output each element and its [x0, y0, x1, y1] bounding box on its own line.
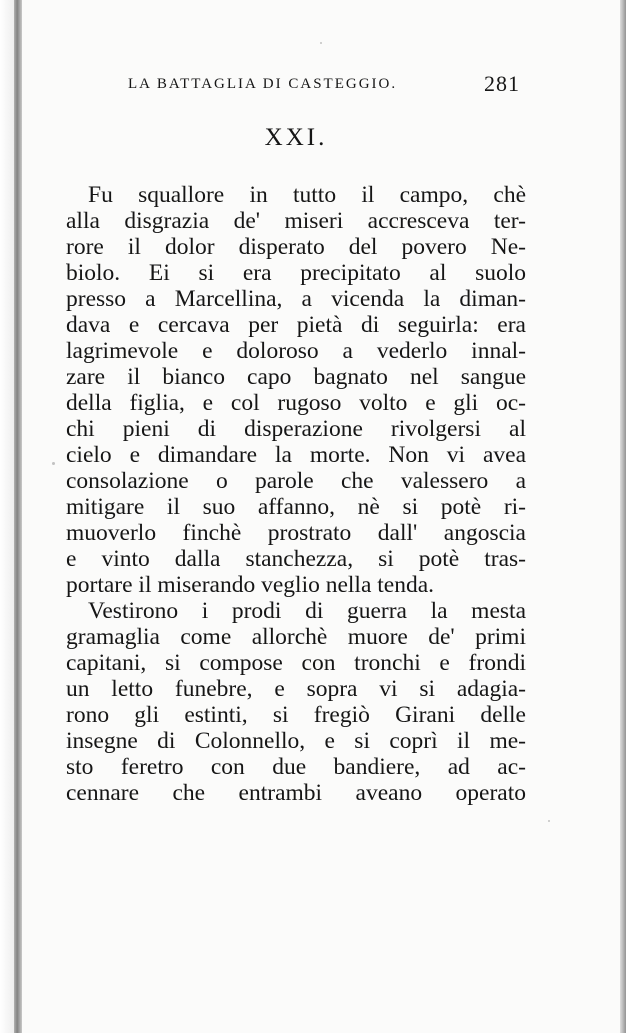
paper-speck	[52, 462, 55, 465]
text-line: della figlia, e col rugoso volto e gli oc-	[66, 390, 526, 416]
text-line: sto feretro con due bandiere, ad ac-	[66, 754, 526, 780]
text-line: rore il dolor disperato del povero Ne-	[66, 234, 526, 260]
text-line: biolo. Ei si era precipitato al suolo	[66, 260, 526, 286]
text-line: un letto funebre, e sopra vi si adagia-	[66, 676, 526, 702]
page-gutter-shadow	[0, 0, 14, 1033]
page-right-edge	[620, 0, 626, 1033]
text-line: portare il miserando veglio nella tenda.	[66, 572, 435, 598]
running-head	[128, 71, 528, 100]
text-line: mitigare il suo affanno, nè si potè ri-	[66, 494, 526, 520]
page-gutter-edge	[14, 0, 22, 1033]
text-line: e vinto dalla stanchezza, si potè tras-	[66, 546, 526, 572]
text-line: Fu squallore in tutto il campo, chè	[88, 182, 526, 208]
body-text	[66, 182, 526, 806]
text-line: dava e cercava per pietà di seguirla: era	[66, 312, 526, 338]
text-line: capitani, si compose con tronchi e frondi	[66, 650, 526, 676]
text-line: cielo e dimandare la morte. Non vi avea	[66, 442, 526, 468]
text-line: rono gli estinti, si fregiò Girani delle	[66, 702, 526, 728]
text-line: alla disgrazia de' miseri accresceva ter-	[66, 208, 526, 234]
paper-speck	[320, 42, 322, 44]
page-number: 281	[484, 71, 520, 96]
text-line: muoverlo finchè prostrato dall' angoscia	[66, 520, 526, 546]
text-line: cennare che entrambi aveano operato	[66, 780, 526, 806]
text-line: insegne di Colonnello, e si coprì il me-	[66, 728, 526, 754]
running-head-title: LA BATTAGLIA DI CASTEGGIO.	[128, 76, 398, 92]
text-line: consolazione o parole che valessero a	[66, 468, 526, 494]
text-line: Vestirono i prodi di guerra la mesta	[88, 598, 526, 624]
text-line: presso a Marcellina, a vicenda la diman-	[66, 286, 526, 312]
text-line: zare il bianco capo bagnato nel sangue	[66, 364, 526, 390]
chapter-heading: XXI.	[264, 124, 328, 151]
paper-speck	[548, 820, 550, 822]
text-line: chi pieni di disperazione rivolgersi al	[66, 416, 526, 442]
text-line: gramaglia come allorchè muore de' primi	[66, 624, 526, 650]
text-line: lagrimevole e doloroso a vederlo innal-	[66, 338, 526, 364]
